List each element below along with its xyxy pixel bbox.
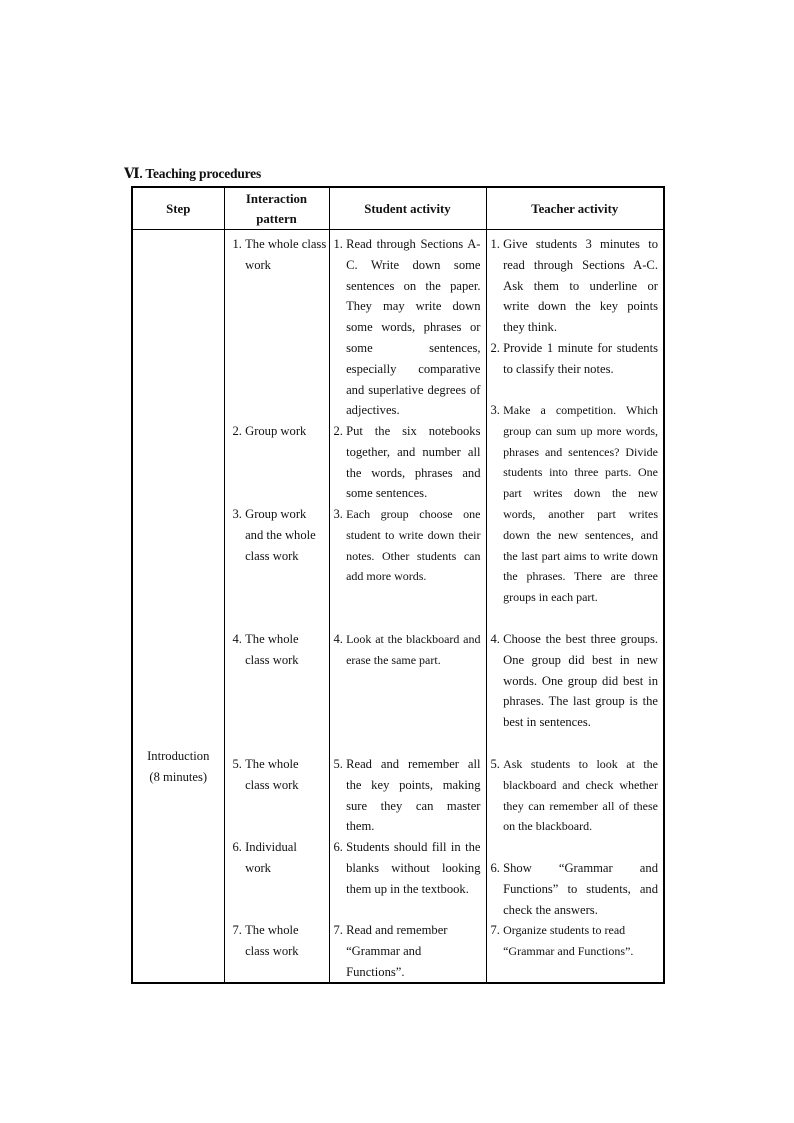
teacher-item: 5. Ask students to look at the blackboard and check whether they can remember all of these on the blackboard. bbox=[490, 757, 658, 834]
header-teacher-activity: Teacher activity bbox=[486, 187, 664, 230]
student-item: 1. Read through Sections A-C. Write down some sentences on the paper. They may write down some words, phrases or some sentences, especially comparative and superlative degrees of adjectives. bbox=[333, 237, 481, 418]
teaching-procedures-table bbox=[131, 186, 665, 984]
interaction-item: 2. Group work bbox=[232, 424, 307, 438]
student-item: 4. Look at the blackboard and erase the same part. bbox=[333, 632, 481, 667]
header-interaction-pattern: Interaction pattern bbox=[224, 187, 329, 230]
table-header-row bbox=[132, 187, 664, 230]
student-activity-column bbox=[329, 230, 486, 984]
interaction-item: 4. The whole class work bbox=[232, 632, 299, 667]
interaction-item: 7. The whole class work bbox=[232, 923, 299, 958]
teacher-item: 6. Show “Grammar and Functions” to students, and check the answers. bbox=[490, 861, 658, 917]
interaction-item: 6. Individual work bbox=[232, 840, 297, 875]
student-item: 5. Read and remember all the key points, making sure they can master them. bbox=[333, 757, 481, 834]
teacher-item: 1. Give students 3 minutes to read through Sections A-C. Ask them to underline or write down the key points they think. bbox=[490, 237, 658, 335]
student-item: 7. Read and remember “Grammar and Functions”. bbox=[333, 923, 448, 979]
teacher-item: 7. Organize students to read “Grammar and Functions”. bbox=[490, 923, 634, 958]
student-item: 3. Each group choose one student to write down their notes. Other students can add more words. bbox=[333, 507, 481, 584]
interaction-item: 3. Group work and the whole class work bbox=[232, 507, 316, 563]
interaction-item: 1. The whole class work bbox=[232, 237, 327, 272]
interaction-item: 5. The whole class work bbox=[232, 757, 299, 792]
student-item: 6. Students should fill in the blanks without looking them up in the textbook. bbox=[333, 840, 481, 896]
teacher-item: 3. Make a competition. Which group can sum up more words, phrases and sentences? Divide students into three parts. One part writes down the new words, another part writes down the new sentences, and the last part aims to write down the phrases. There are three groups in each part. bbox=[490, 403, 658, 605]
step-name: Introduction bbox=[147, 749, 210, 764]
teacher-activity-column bbox=[486, 230, 664, 984]
step-cell bbox=[132, 230, 224, 984]
teacher-item: 2. Provide 1 minute for students to classify their notes. bbox=[490, 341, 658, 376]
table-row bbox=[132, 230, 664, 984]
header-step: Step bbox=[132, 187, 224, 230]
student-item: 2. Put the six notebooks together, and number all the words, phrases and some sentences. bbox=[333, 424, 481, 501]
header-student-activity: Student activity bbox=[329, 187, 486, 230]
step-duration: (8 minutes) bbox=[149, 770, 208, 784]
section-title: Ⅵ. Teaching procedures bbox=[124, 166, 262, 181]
interaction-column bbox=[224, 230, 329, 984]
teacher-item: 4. Choose the best three groups. One group did best in new words. One group did best in phrases. The last group is the best in sentences. bbox=[490, 632, 658, 730]
